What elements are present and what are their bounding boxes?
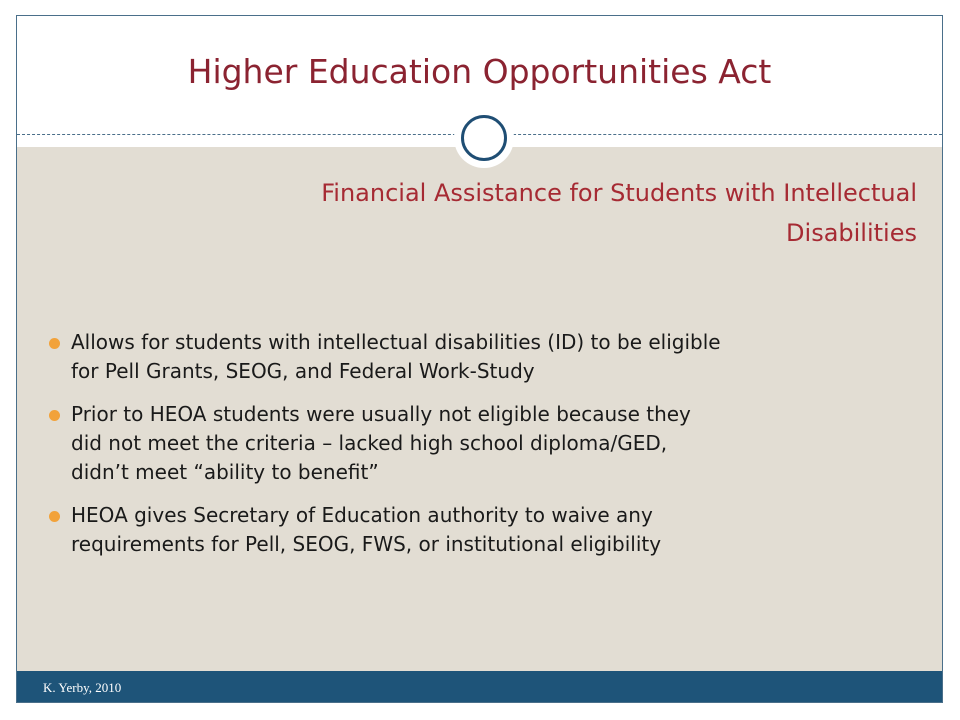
bullet-item	[49, 501, 919, 559]
bullet-line: didn’t meet “ability to benefit”	[71, 460, 379, 484]
slide	[16, 15, 943, 703]
bullet-line: HEOA gives Secretary of Education authority to waive any	[71, 503, 653, 527]
bullet-dot-icon	[49, 410, 60, 421]
footer-credit: K. Yerby, 2010	[43, 680, 122, 695]
bullet-list	[49, 328, 919, 573]
bullet-line: requirements for Pell, SEOG, FWS, or institutional eligibility	[71, 532, 662, 556]
bullet-line: Prior to HEOA students were usually not eligible because they	[71, 402, 691, 426]
bullet-line: Allows for students with intellectual disabilities (ID) to be eligible	[71, 330, 721, 354]
bullet-item	[49, 400, 919, 487]
footer-bar	[17, 671, 942, 703]
slide-title: Higher Education Opportunities Act	[187, 52, 772, 91]
subtitle-line: Financial Assistance for Students with Intellectual	[321, 179, 917, 207]
ring-inner	[461, 115, 507, 161]
subtitle-line: Disabilities	[786, 219, 917, 247]
bullet-item	[49, 328, 919, 386]
ring-icon	[454, 108, 514, 168]
slide-subtitle	[157, 173, 917, 253]
bullet-dot-icon	[49, 511, 60, 522]
bullet-dot-icon	[49, 338, 60, 349]
bullet-line: did not meet the criteria – lacked high school diploma/GED,	[71, 431, 668, 455]
bullet-line: for Pell Grants, SEOG, and Federal Work-Study	[71, 359, 535, 383]
